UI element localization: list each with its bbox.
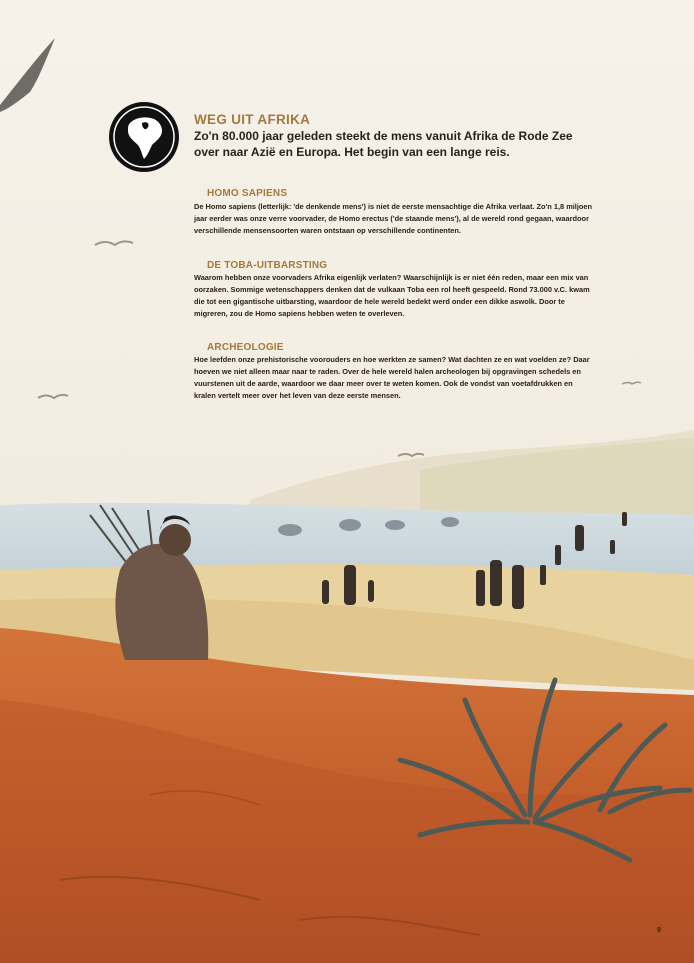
section-heading-toba: DE TOBA-UITBARSTING (207, 260, 328, 271)
animal (339, 519, 361, 531)
section-body-toba: Waarom hebben onze voorvaders Afrika eigenlijk verlaten? Waarschijnlijk is er niet één reden, maar een mix van oorzaken. Sommige wetenschappers denken dat de vulkaan Toba een rol heeft gespeeld. Rond 73.000 v.C. kwam die tot een gigantische uitbarsting, waardoor de hele wereld bedekt werd onder een dikke aswolk. Door te migreren, zou de Homo sapiens hebben weten te overleven. (194, 273, 590, 318)
section-heading-archeologie: ARCHEOLOGIE (207, 342, 284, 353)
section-heading-homo-sapiens: HOMO SAPIENS (207, 188, 288, 199)
animal (278, 524, 302, 536)
intro-text: Zo'n 80.000 jaar geleden steekt de mens vanuit Afrika de Rode Zee over naar Azië en Europa. Het begin van een lange reis. (194, 129, 573, 159)
page-number: 9 (657, 927, 661, 934)
section-body-archeologie: Hoe leefden onze prehistorische voorouders en hoe werkten ze samen? Wat dachten ze en wat voelden ze? Daar hoeven we niet alleen maar naar te raden. Over de hele wereld halen archeologen bij opgravingen schedels en vuurstenen uit de aarde, waardoor we daar meer over te weten komen. Ook de vondst van voetafdrukken en kralen vertelt meer over het leven van deze eerste mensen. (194, 355, 590, 400)
animal (441, 517, 459, 527)
globe-africa-icon (108, 101, 180, 173)
animal (385, 520, 405, 530)
page-title: WEG UIT AFRIKA (194, 112, 311, 127)
section-body-homo-sapiens: De Homo sapiens (letterlijk: 'de denkende mens') is niet de eerste mensachtige die Afrika verlaat. Zo'n 1,8 miljoen jaar eerder was onze verre voorvader, de Homo erectus ('de staande mens'), al de wereld rond gegaan, waardoor verschillende mensensoorten waren ontstaan op verschillende continenten. (194, 202, 593, 235)
